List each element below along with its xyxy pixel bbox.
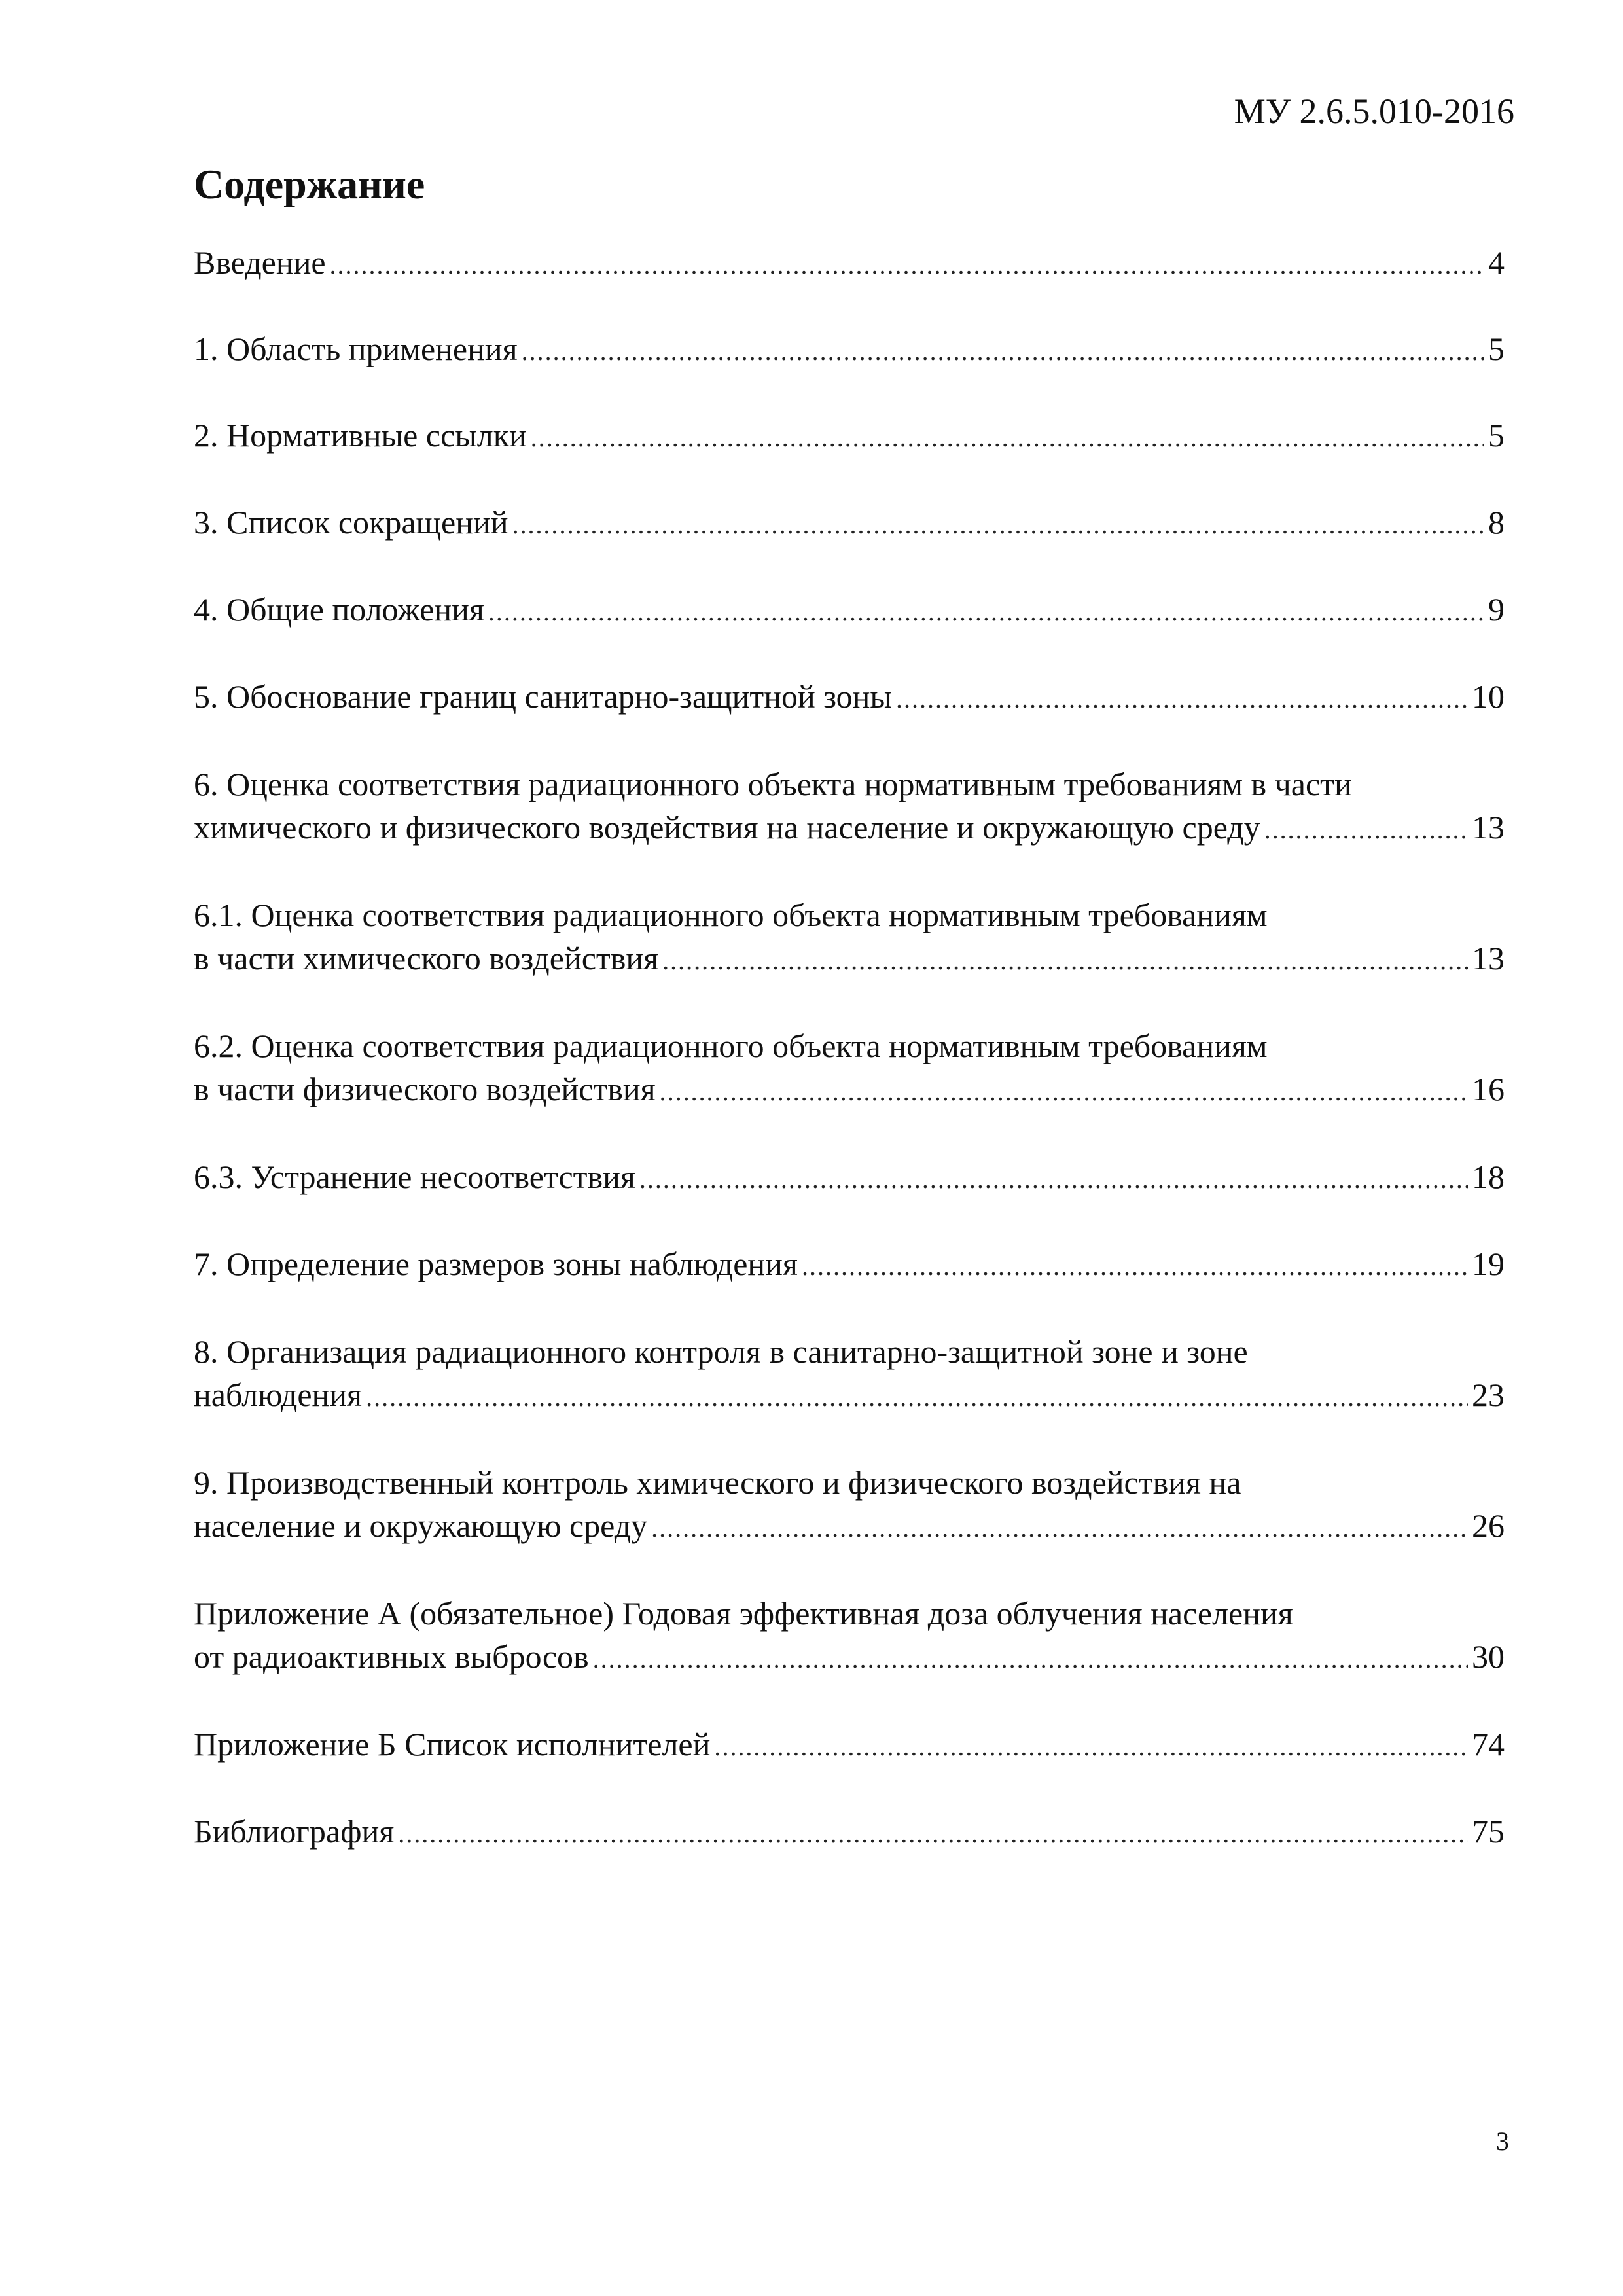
toc-entry-general-provisions[interactable] (194, 588, 1505, 631)
toc-entry-text: 5. Обоснование границ санитарно-защитной зоны (194, 678, 893, 715)
toc-entry-sanitary-zone[interactable] (194, 675, 1505, 718)
toc-page-number: 19 (1472, 1246, 1505, 1282)
toc-page-number: 23 (1472, 1376, 1505, 1413)
toc-page-number: 74 (1472, 1726, 1505, 1763)
toc-entry-text: 6.2. Оценка соответствия радиационного объекта нормативным требованиям (194, 1028, 1268, 1064)
toc-entry-text: 3. Список сокращений (194, 504, 508, 541)
toc-entry-appendix-b[interactable] (194, 1723, 1505, 1766)
toc-page-number: 18 (1472, 1158, 1505, 1195)
toc-page-number: 16 (1472, 1071, 1505, 1107)
toc-entry-text: химического и физического воздействия на население и окружающую среду (194, 809, 1260, 846)
toc-entry-text: 2. Нормативные ссылки (194, 417, 527, 454)
toc-entry-text: 7. Определение размеров зоны наблюдения (194, 1246, 798, 1282)
toc-entry-text: Библиография (194, 1813, 395, 1850)
dot-leader (714, 1725, 1468, 1768)
toc-page-number: 5 (1488, 331, 1505, 367)
toc-entry-normative-references[interactable] (194, 414, 1505, 457)
toc-page-number: 30 (1472, 1638, 1505, 1675)
toc-page-number: 13 (1472, 940, 1505, 977)
toc-page-number: 4 (1488, 244, 1505, 281)
toc-entry-text: от радиоактивных выбросов (194, 1638, 589, 1675)
dot-leader (1264, 808, 1468, 852)
toc-entry-bibliography[interactable] (194, 1810, 1505, 1853)
toc-entry-appendix-a[interactable] (194, 1592, 1505, 1678)
dot-leader (639, 1158, 1468, 1201)
toc-page-number: 75 (1472, 1813, 1505, 1850)
toc-entry-text: наблюдения (194, 1376, 363, 1413)
dot-leader (660, 1070, 1468, 1113)
document-code: МУ 2.6.5.010-2016 (1234, 92, 1514, 131)
toc-entry-text: 9. Производственный контроль химического и физического воздействия на (194, 1464, 1241, 1501)
dot-leader (896, 677, 1468, 721)
toc-entry-section-8[interactable] (194, 1330, 1505, 1416)
dot-leader (593, 1638, 1468, 1681)
toc-entry-section-7[interactable] (194, 1242, 1505, 1285)
toc-entry-text: 1. Область применения (194, 331, 518, 367)
toc-page-number: 8 (1488, 504, 1505, 541)
toc-entry-abbreviations[interactable] (194, 501, 1505, 544)
toc-entry-section-9[interactable] (194, 1461, 1505, 1547)
dot-leader (366, 1376, 1468, 1419)
toc-entry-text: в части химического воздействия (194, 940, 659, 977)
toc-entry-text: Приложение А (обязательное) Годовая эффективная доза облучения населения (194, 1595, 1293, 1632)
toc-entry-text: 6.3. Устранение несоответствия (194, 1158, 635, 1195)
dot-leader (662, 939, 1468, 982)
dot-leader (802, 1245, 1468, 1288)
dot-leader (330, 243, 1484, 287)
table-of-contents (194, 0, 1505, 1964)
toc-page-number: 9 (1488, 591, 1505, 628)
toc-entry-section-6-1[interactable] (194, 893, 1505, 980)
toc-page-number: 13 (1472, 809, 1505, 846)
toc-entry-text: Приложение Б Список исполнителей (194, 1726, 711, 1763)
toc-entry-scope[interactable] (194, 327, 1505, 370)
page-number: 3 (1496, 2126, 1509, 2156)
dot-leader (398, 1812, 1468, 1856)
toc-entry-section-6-2[interactable] (194, 1024, 1505, 1111)
toc-entry-section-6[interactable] (194, 762, 1505, 849)
dot-leader (488, 590, 1484, 634)
page-title: Содержание (194, 161, 425, 207)
dot-leader (522, 330, 1484, 373)
toc-page-number: 10 (1472, 678, 1505, 715)
toc-entry-text: 6. Оценка соответствия радиационного объекта нормативным требованиям в части (194, 766, 1352, 802)
toc-entry-text: 8. Организация радиационного контроля в санитарно-защитной зоне и зоне (194, 1333, 1248, 1370)
dot-leader (512, 503, 1485, 547)
toc-entry-introduction[interactable] (194, 241, 1505, 284)
toc-page-number: 26 (1472, 1507, 1505, 1544)
toc-entry-text: население и окружающую среду (194, 1507, 648, 1544)
toc-page-number: 5 (1488, 417, 1505, 454)
dot-leader (531, 416, 1484, 459)
toc-entry-text: Введение (194, 244, 326, 281)
dot-leader (651, 1507, 1468, 1550)
toc-entry-text: в части физического воздействия (194, 1071, 656, 1107)
toc-entry-text: 6.1. Оценка соответствия радиационного объекта нормативным требованиям (194, 897, 1268, 933)
toc-entry-text: 4. Общие положения (194, 591, 484, 628)
toc-entry-section-6-3[interactable] (194, 1155, 1505, 1198)
